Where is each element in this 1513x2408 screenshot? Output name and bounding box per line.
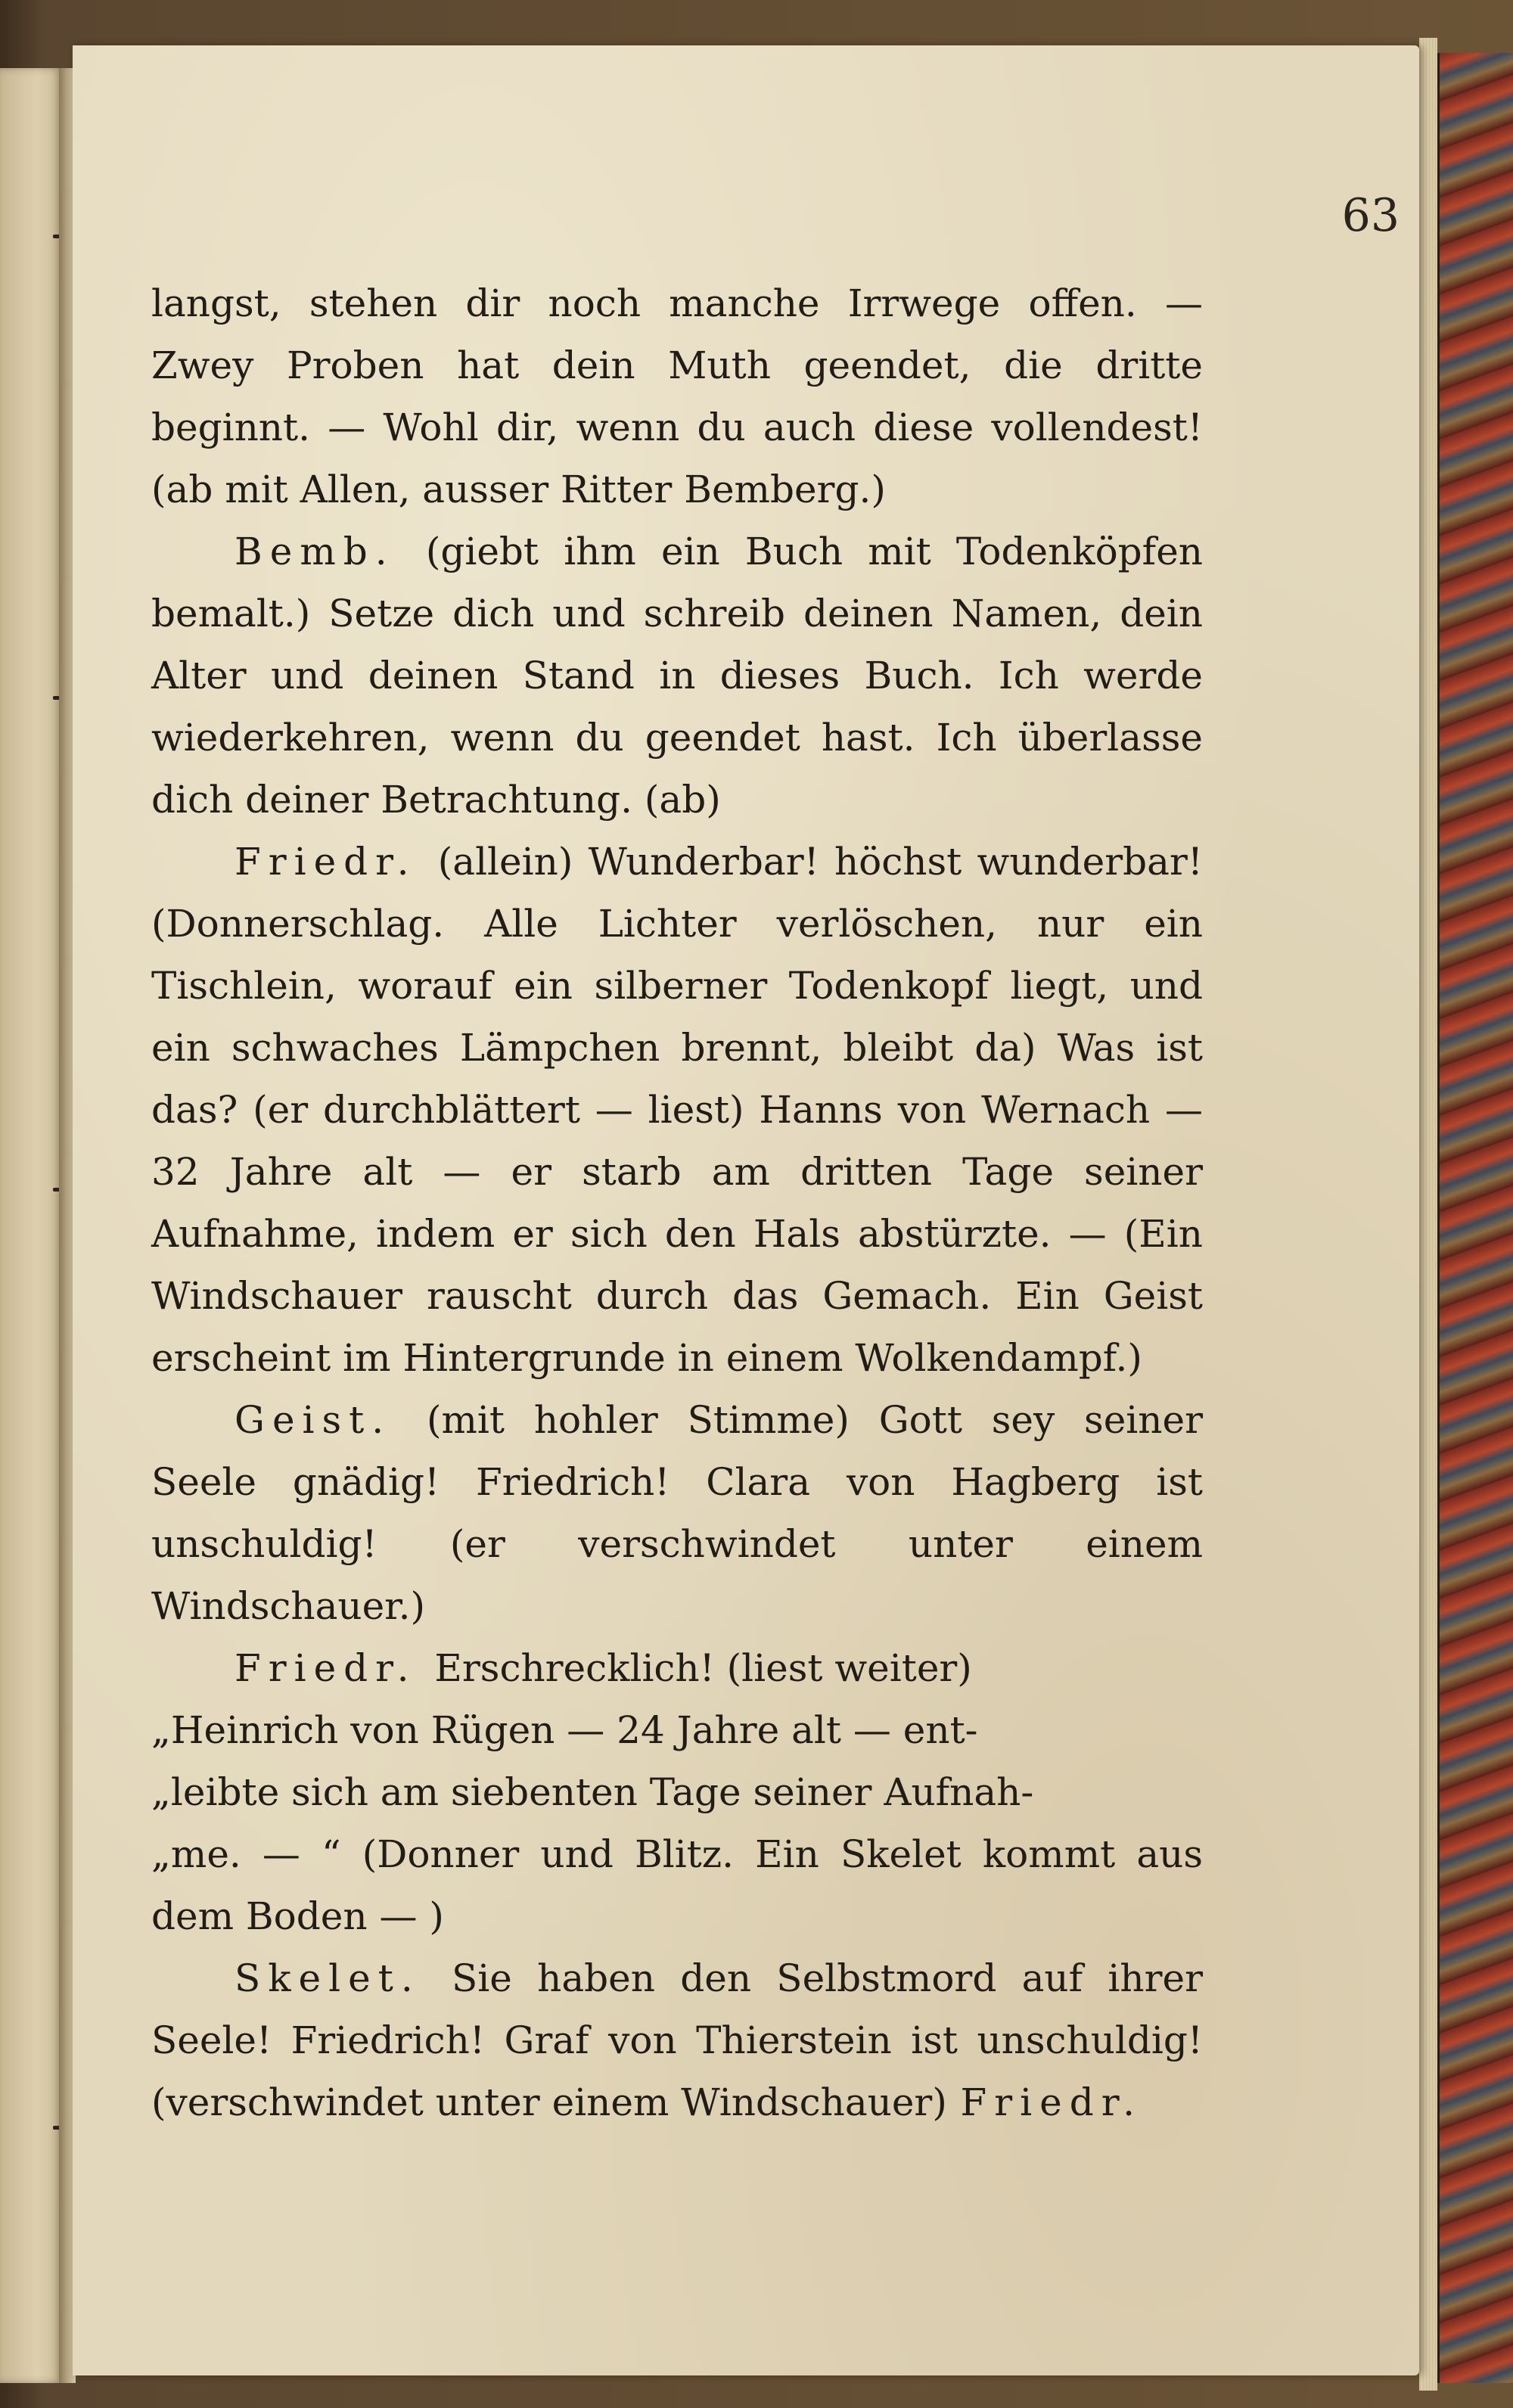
paragraph-text: (giebt ihm ein Buch mit Todenköpfen bemalt.) Setze dich und schreib deinen Namen, dein Alter und deinen Stand in dieses Buch. Ich werde wiederkehren, wenn du geendet hast. Ich überlasse dich deiner Betrachtung. (ab) [151, 530, 1203, 822]
quote-line-2: „leibte sich am siebenten Tage seiner Aufnah- [151, 1770, 1034, 1814]
left-facing-page-edge [0, 68, 62, 2383]
catchword: Friedr. [960, 2080, 1142, 2124]
paragraph-text: Sie haben den Selbstmord auf ihrer Seele! Friedrich! Graf von Thierstein ist unschuldig! (verschwindet unter einem Windschauer) [151, 1956, 1203, 2124]
page-number: 63 [1341, 189, 1400, 242]
quote-line-3: „me. — “ (Donner und Blitz. Ein Skelet kommt aus dem Boden — ) [151, 1832, 1203, 1938]
speaker-name: Friedr. [235, 1646, 417, 1690]
speaker-name: Bemb. [235, 530, 395, 573]
page-edges [1419, 38, 1437, 2391]
speaker-name: Friedr. [235, 840, 417, 884]
paragraph-5 [151, 1637, 1203, 1699]
paragraph-2 [151, 520, 1203, 831]
paragraph-text: Erschrecklich! (liest weiter) [434, 1646, 972, 1690]
paragraph-3 [151, 831, 1203, 1389]
paragraph-1 [151, 272, 1203, 520]
paragraph-text: langst, stehen dir noch manche Irrwege offen. — Zwey Proben hat dein Muth geendet, die dritte beginnt. — Wohl dir, wenn du auch diese vollendest! (ab mit Allen, ausser Ritter Bemberg.) [151, 281, 1203, 511]
paragraph-4 [151, 1389, 1203, 1637]
paragraph-text: (mit hohler Stimme) Gott sey seiner Seele gnädig! Friedrich! Clara von Hagberg ist unschuldig! (er verschwindet unter einem Windschauer.) [151, 1398, 1203, 1628]
marbled-cover [1437, 53, 1513, 2383]
speaker-name: Geist. [235, 1398, 392, 1442]
speaker-name: Skelet. [235, 1956, 421, 2000]
page-text [151, 272, 1203, 2133]
paragraph-text: (allein) Wunderbar! höchst wunderbar! (Donnerschlag. Alle Lichter verlöschen, nur ein Tischlein, worauf ein silberner Todenkopf liegt, und ein schwaches Lämpchen brennt, bleibt da) Was ist das? (er durchblättert — liest) Hanns von Wernach — 32 Jahre alt — er starb am dritten Tage seiner Aufnahme, indem er sich den Hals abstürzte. — (Ein Windschauer rauscht durch das Gemach. Ein Geist erscheint im Hintergrunde in einem Wolkendampf.) [151, 840, 1203, 1380]
quote-line-1: „Heinrich von Rügen — 24 Jahre alt — ent- [151, 1708, 978, 1752]
